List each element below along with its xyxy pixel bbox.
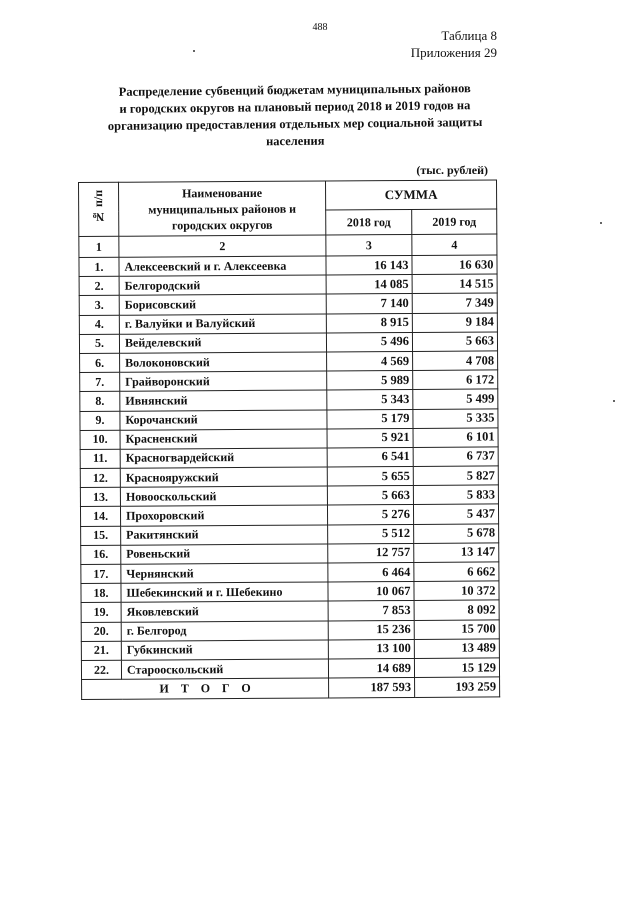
table-row (81, 619, 499, 641)
value-2018: 4 569 (327, 351, 413, 371)
total-row (82, 677, 500, 700)
district-name: Ракитянский (121, 525, 328, 545)
value-2018: 6 541 (327, 447, 413, 467)
value-2018: 5 343 (327, 390, 413, 410)
document-title (85, 80, 506, 152)
value-2018: 13 100 (328, 639, 414, 659)
district-name: Краснояружский (120, 467, 327, 487)
district-name: Губкинский (121, 640, 328, 660)
table-body (79, 255, 500, 680)
value-2018: 8 915 (326, 313, 412, 333)
index-cell: 3 (326, 234, 412, 256)
table-row (81, 600, 499, 622)
row-number: 1. (79, 257, 119, 276)
value-2018: 7 853 (328, 601, 414, 621)
row-number: 19. (81, 603, 121, 622)
row-number: 14. (80, 507, 120, 526)
table-row (80, 351, 498, 373)
table-row (81, 543, 499, 565)
row-number: 11. (80, 449, 120, 468)
value-2019: 13 489 (414, 639, 499, 659)
value-2018: 14 689 (328, 658, 414, 678)
district-name: Борисовский (119, 294, 326, 314)
table-row (81, 658, 499, 680)
value-2018: 6 464 (328, 562, 414, 582)
district-name: г. Белгород (121, 621, 328, 641)
row-number: 7. (80, 372, 120, 391)
district-name: Прохоровский (120, 505, 327, 525)
value-2018: 5 179 (327, 409, 413, 429)
total-2019: 193 259 (415, 677, 500, 698)
value-2019: 6 172 (413, 370, 498, 390)
value-2019: 5 335 (413, 408, 498, 428)
units-label: (тыс. рублей) (416, 163, 488, 177)
district-name: Волоконовский (120, 352, 327, 372)
table-row (81, 639, 499, 661)
title-line: и городских округов на плановый период 2018 и 2019 годов на (119, 98, 471, 116)
district-name: Ровеньский (121, 544, 328, 564)
district-name: г. Валуйки и Валуйский (119, 314, 326, 334)
table-row (79, 293, 497, 315)
value-2019: 9 184 (412, 313, 497, 333)
district-name: Белгородский (119, 275, 326, 295)
table-row (80, 408, 498, 430)
row-number: 21. (81, 641, 121, 660)
value-2018: 5 663 (327, 486, 413, 506)
value-2019: 7 349 (412, 293, 497, 313)
header-name (119, 181, 326, 236)
district-name: Новооскольский (120, 486, 327, 506)
value-2019: 5 499 (413, 389, 498, 409)
row-number: 16. (81, 545, 121, 564)
value-2018: 16 143 (326, 255, 412, 275)
table-row (80, 370, 498, 392)
table-row (81, 581, 499, 603)
value-2019: 6 101 (413, 428, 498, 448)
table-row (80, 504, 498, 526)
value-2019: 15 129 (414, 658, 499, 678)
header-number-text: № п/п (91, 190, 106, 225)
district-name: Шебекинский и г. Шебекино (121, 582, 328, 602)
district-name: Вейделевский (119, 333, 326, 353)
value-2018: 5 921 (327, 428, 413, 448)
table-row (81, 524, 499, 546)
value-2018: 15 236 (328, 620, 414, 640)
index-cell: 2 (119, 235, 326, 257)
table-row (79, 313, 497, 335)
value-2019: 5 827 (413, 466, 498, 486)
row-number: 4. (79, 315, 119, 334)
header-2019: 2019 год (412, 209, 497, 235)
district-name: Корочанский (120, 409, 327, 429)
table-row (80, 428, 498, 450)
district-name: Чернянский (121, 563, 328, 583)
row-number: 20. (81, 622, 121, 641)
scan-speck (193, 50, 195, 52)
value-2018: 5 496 (326, 332, 412, 352)
row-number: 17. (81, 564, 121, 583)
index-cell: 4 (412, 234, 497, 256)
total-label: ИТОГО (82, 678, 329, 700)
row-number: 15. (81, 526, 121, 545)
row-number: 6. (80, 353, 120, 372)
value-2018: 5 276 (327, 505, 413, 525)
value-2019: 8 092 (414, 600, 499, 620)
value-2019: 6 662 (414, 562, 499, 582)
value-2019: 15 700 (414, 619, 499, 639)
row-number: 8. (80, 392, 120, 411)
scan-speck (613, 400, 615, 402)
table-row (79, 255, 497, 277)
value-2019: 5 663 (412, 332, 497, 352)
value-2019: 16 630 (412, 255, 497, 275)
row-number: 3. (79, 296, 119, 315)
scan-speck (600, 222, 602, 224)
table-label: Таблица 8 (441, 28, 497, 43)
district-name: Ивнянский (120, 390, 327, 410)
page-number: 488 (312, 22, 328, 33)
title-line: Распределение субвенций бюджетам муниципальных районов (118, 81, 471, 99)
row-number: 2. (79, 276, 119, 295)
total-2018: 187 593 (329, 678, 415, 699)
value-2018: 14 085 (326, 275, 412, 295)
district-name: Красненский (120, 429, 327, 449)
title-line: населения (265, 133, 325, 149)
district-name: Старооскольский (121, 659, 328, 679)
value-2018: 5 512 (328, 524, 414, 544)
value-2019: 6 737 (413, 447, 498, 467)
index-cell: 1 (79, 236, 119, 257)
row-number: 5. (79, 334, 119, 353)
value-2018: 5 655 (327, 467, 413, 487)
district-name: Красногвардейский (120, 448, 327, 468)
header-number (79, 182, 119, 236)
subsidy-table (78, 179, 500, 700)
table-row (81, 562, 499, 584)
row-number: 22. (81, 660, 121, 679)
value-2019: 5 678 (414, 524, 499, 544)
header-2018: 2018 год (326, 209, 412, 235)
value-2019: 14 515 (412, 274, 497, 294)
title-line: организацию предоставления отдельных мер социальной защиты (107, 115, 483, 133)
table-row (79, 332, 497, 354)
district-name: Алексеевский и г. Алексеевка (119, 256, 326, 276)
value-2018: 5 989 (327, 371, 413, 391)
table-row (80, 389, 498, 411)
value-2019: 4 708 (413, 351, 498, 371)
row-number: 12. (80, 468, 120, 487)
value-2018: 7 140 (326, 294, 412, 314)
value-2018: 10 067 (328, 582, 414, 602)
value-2018: 12 757 (328, 543, 414, 563)
value-2019: 5 437 (413, 504, 498, 524)
appendix-label: Приложения 29 (410, 45, 497, 60)
value-2019: 5 833 (413, 485, 498, 505)
value-2019: 13 147 (414, 543, 499, 563)
value-2019: 10 372 (414, 581, 499, 601)
row-number: 13. (80, 487, 120, 506)
row-number: 9. (80, 411, 120, 430)
table-row (79, 274, 497, 296)
table-row (80, 447, 498, 469)
district-name: Яковлевский (121, 601, 328, 621)
row-number: 18. (81, 583, 121, 602)
header-sum: СУММА (325, 180, 496, 210)
table-row (80, 485, 498, 507)
row-number: 10. (80, 430, 120, 449)
header-name-text: Наименование муниципальных районов и городских округов (148, 185, 297, 232)
district-name: Грайворонский (120, 371, 327, 391)
table-row (80, 466, 498, 488)
